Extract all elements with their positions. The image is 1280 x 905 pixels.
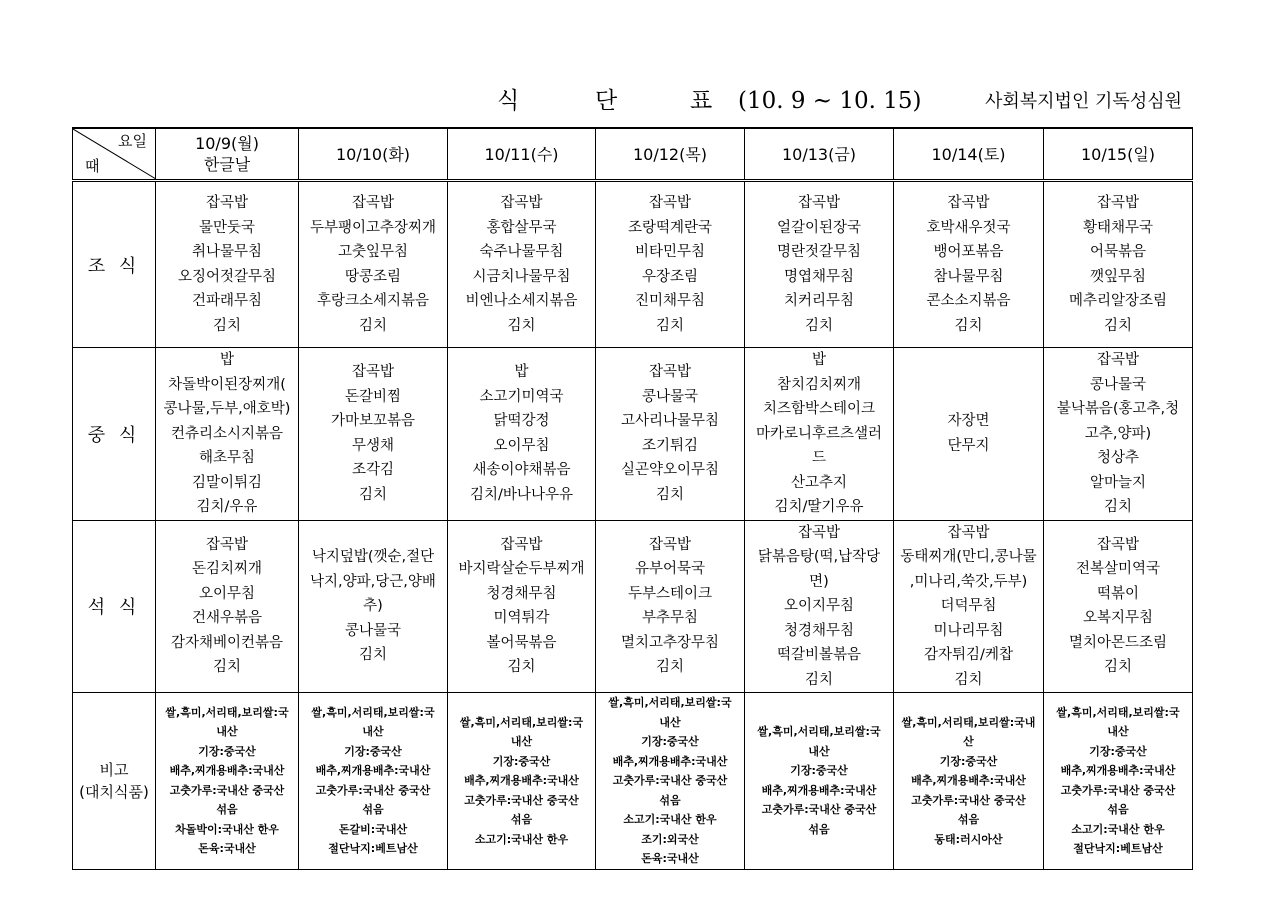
notes-item: 배추,찌개용배추:국내산	[761, 783, 877, 797]
corner-cell	[73, 128, 156, 181]
notes-item: 돈육:국내산	[198, 842, 256, 856]
menu-item: 떡볶이	[1096, 585, 1140, 602]
menu-item: 명란젓갈무침	[776, 244, 862, 260]
menu-item: 잡곡밥	[797, 195, 841, 211]
menu-item: 두부팽이고추장찌개	[309, 219, 437, 236]
notes-cell	[448, 693, 596, 870]
notes-item: 조기:외국산	[641, 832, 699, 846]
menu-item: 물만둣국	[198, 219, 256, 236]
menu-item: 밥	[219, 352, 234, 368]
menu-cell	[894, 348, 1044, 521]
menu-item: 비엔나소세지볶음	[465, 293, 578, 309]
notes-item: 차돌박이:국내산 한우	[175, 822, 279, 836]
menu-item: 부추무침	[641, 610, 699, 627]
menu-list	[745, 521, 893, 693]
menu-cell	[299, 181, 448, 348]
menu-item: 김치	[655, 659, 684, 676]
menu-item: 실곤약오이무침	[620, 462, 720, 479]
menu-item: 후랑크소세지볶음	[316, 293, 430, 309]
menu-cell	[894, 181, 1044, 348]
menu-cell	[448, 181, 596, 348]
corner-label-day: 요일	[118, 132, 147, 150]
menu-item: 콩나물국	[1089, 376, 1147, 393]
notes-item: 고춧가루:국내산 중국산	[315, 783, 431, 797]
menu-cell	[596, 348, 745, 521]
menu-item: 어묵볶음	[1089, 244, 1147, 260]
menu-item: 조기튀김	[641, 437, 699, 454]
notes-item: 산	[963, 735, 974, 748]
day-header	[1044, 128, 1193, 181]
menu-item: 잡곡밥	[205, 536, 249, 553]
day-date: 10/9(월)	[195, 134, 259, 153]
menu-item: 취나물무침	[191, 244, 263, 260]
menu-list	[448, 191, 595, 338]
menu-item: 추)	[363, 598, 383, 614]
notes-item: 배추,찌개용배추:국내산	[315, 764, 431, 778]
menu-item: 청경채무침	[486, 585, 557, 602]
menu-item: 치즈함박스테이크	[762, 401, 876, 417]
menu-item: 뱅어포볶음	[933, 244, 1004, 260]
menu-item: 콘소소지볶음	[926, 293, 1011, 309]
menu-item: 김치	[1103, 317, 1132, 334]
menu-item: 잡곡밥	[1096, 195, 1140, 211]
day-date: 10/14(토)	[931, 144, 1006, 164]
menu-cell	[156, 520, 299, 693]
menu-item: 차돌박이된장찌개(	[168, 376, 286, 393]
title-char-1: 식	[497, 88, 520, 114]
menu-item: 잡곡밥	[1096, 352, 1140, 368]
notes-item: 섞음	[808, 822, 830, 836]
notes-item: 내산	[659, 715, 681, 729]
notes-item: 내산	[362, 725, 384, 739]
notes-item: 섞음	[216, 803, 238, 817]
menu-item: 단무지	[947, 437, 990, 454]
notes-list	[745, 722, 893, 839]
day-date: 10/13(금)	[781, 144, 857, 164]
menu-item: 동태찌개(만디,콩나물	[900, 549, 1037, 565]
menu-cell	[894, 520, 1044, 693]
menu-list	[299, 360, 447, 507]
notes-list	[156, 703, 298, 859]
notes-item: 돈육:국내산	[641, 852, 699, 865]
menu-item: 조랑떡계란국	[627, 219, 713, 236]
notes-label-line1: 비고	[99, 760, 129, 779]
menu-list	[596, 533, 744, 680]
notes-item: 고춧가루:국내산 중국산	[911, 793, 1026, 807]
notes-item: 쌀,흑미,서리태,보리쌀:국	[165, 705, 289, 719]
menu-list	[299, 191, 447, 338]
menu-item: 오이지무침	[783, 598, 855, 614]
menu-item: 김치	[1103, 499, 1132, 515]
menu-list	[1044, 533, 1192, 680]
menu-item: 소고기미역국	[479, 388, 564, 405]
menu-item: 홍합살무국	[486, 219, 557, 236]
menu-item: 명엽채무침	[783, 268, 855, 285]
menu-cell	[448, 520, 596, 693]
menu-cell	[448, 348, 596, 521]
menu-item: 오이무침	[493, 437, 550, 454]
menu-item: 청경채무침	[783, 622, 855, 639]
menu-item: 김말이튀김	[191, 474, 263, 491]
notes-item: 내산	[510, 735, 533, 748]
menu-item: 잡곡밥	[351, 364, 395, 381]
menu-cell	[1044, 348, 1193, 521]
menu-item: 김치/바나나우유	[470, 486, 573, 503]
notes-item: 절단낙지:베트남산	[328, 842, 418, 856]
menu-item: 오복지무침	[1082, 610, 1154, 627]
menu-item: 참치김치찌개	[776, 376, 862, 393]
menu-item: 깻잎무침	[1089, 268, 1147, 285]
menu-item: 오징어젓갈무침	[177, 268, 277, 285]
menu-list	[596, 191, 744, 338]
menu-item: 김치	[212, 659, 241, 676]
menu-cell	[156, 348, 299, 521]
menu-item: 콩나물,두부,애호박)	[163, 401, 291, 417]
menu-item: 건파래무침	[191, 293, 263, 309]
corner-label-meal: 때	[85, 157, 100, 175]
notes-list	[1044, 703, 1192, 859]
menu-item: 청상추	[1096, 450, 1140, 466]
notes-item: 기장:중국산	[641, 735, 699, 748]
menu-list	[448, 360, 595, 507]
meal-label-dinner: 석 식	[73, 520, 156, 693]
menu-list	[448, 533, 595, 680]
menu-item: 고사리나물무침	[620, 413, 720, 430]
day-note: 한글날	[203, 155, 251, 174]
notes-label-line2: (대치식품)	[79, 782, 149, 801]
title-char-3: 표	[690, 88, 713, 114]
notes-item: 쌀,흑미,서리태,보리쌀:국	[1056, 705, 1180, 719]
menu-cell	[299, 348, 448, 521]
menu-item: 시금치나물무침	[472, 268, 571, 285]
notes-item: 고춧가루:국내산 중국산	[1060, 783, 1176, 797]
menu-list	[894, 521, 1043, 693]
menu-item: 조각김	[351, 462, 395, 479]
menu-item: 김치	[655, 486, 684, 503]
day-header	[156, 128, 299, 181]
menu-item: 김치	[1103, 659, 1132, 676]
notes-item: 쌀,흑미,서리태,보리쌀:국	[311, 705, 435, 719]
menu-item: 비타민무침	[634, 244, 706, 260]
notes-item: 동태:러시아산	[934, 832, 1003, 846]
menu-item: 가마보꼬볶음	[330, 413, 416, 430]
notes-item: 쌀,흑미,서리태,보리쌀:국	[608, 696, 732, 709]
notes-list	[596, 693, 744, 869]
organization-name: 사회복지법인 기독성심원	[985, 91, 1182, 112]
notes-cell	[894, 693, 1044, 870]
notes-item: 소고기:국내산 한우	[623, 813, 717, 826]
menu-item: 잡곡밥	[1096, 536, 1140, 553]
menu-item: 황태채무국	[1082, 219, 1154, 236]
lunch-row	[73, 348, 1193, 521]
notes-item: 배추,찌개용배추:국내산	[911, 774, 1026, 787]
menu-cell	[156, 181, 299, 348]
menu-list	[1044, 348, 1192, 520]
notes-item: 섞음	[957, 813, 980, 826]
menu-list	[156, 533, 298, 680]
menu-item: 김치	[804, 671, 833, 688]
notes-item: 기장:중국산	[790, 764, 848, 778]
notes-item: 배추,찌개용배추:국내산	[612, 754, 728, 768]
notes-cell	[156, 693, 299, 870]
notes-item: 섞음	[362, 803, 384, 817]
notes-item: 쌀,흑미,서리태,보리쌀:국	[757, 725, 881, 739]
menu-item: 잡곡밥	[351, 195, 395, 211]
notes-item: 내산	[808, 744, 830, 758]
menu-item: 호박새우젓국	[926, 219, 1011, 236]
meal-label-breakfast: 조 식	[73, 181, 156, 348]
menu-item: 미역튀각	[493, 610, 550, 627]
menu-cell	[299, 520, 448, 693]
header-row	[73, 128, 1193, 181]
menu-item: 오이무침	[198, 585, 256, 602]
menu-item: 메추리알장조림	[1068, 293, 1168, 309]
menu-list	[596, 360, 744, 507]
menu-list	[1044, 191, 1192, 338]
menu-item: 떡갈비볼볶음	[776, 647, 862, 663]
menu-item: 콩나물국	[344, 622, 402, 639]
notes-item: 기장:중국산	[939, 754, 998, 768]
notes-cell	[299, 693, 448, 870]
menu-item: 잡곡밥	[205, 195, 249, 211]
notes-item: 기장:중국산	[344, 744, 402, 758]
menu-item: 밥	[811, 352, 826, 368]
menu-item: 김치	[507, 317, 536, 334]
menu-item: 땅콩조림	[344, 268, 402, 285]
menu-cell	[1044, 181, 1193, 348]
menu-item: 김치	[212, 317, 241, 334]
menu-item: 우장조림	[641, 268, 699, 285]
menu-cell	[745, 181, 894, 348]
menu-list	[894, 191, 1043, 338]
notes-item: 섞음	[510, 813, 533, 826]
notes-item: 고춧가루:국내산 중국산	[612, 774, 728, 787]
dinner-row	[73, 520, 1193, 693]
menu-item: 잡곡밥	[648, 364, 692, 381]
menu-item: 얼갈이된장국	[776, 219, 862, 236]
day-date: 10/15(일)	[1080, 144, 1156, 164]
menu-item: 잡곡밥	[947, 195, 990, 211]
notes-item: 배추,찌개용배추:국내산	[464, 774, 579, 787]
menu-item: 자장면	[947, 413, 990, 430]
menu-list	[156, 191, 298, 338]
notes-item: 내산	[1107, 725, 1129, 739]
menu-item: 건새우볶음	[191, 610, 263, 627]
menu-item: 숙주나물무침	[479, 244, 564, 260]
menu-cell	[745, 520, 894, 693]
menu-item: 김치	[655, 317, 684, 334]
menu-item: 컨츄리소시지볶음	[170, 425, 284, 442]
menu-item: 잡곡밥	[947, 524, 990, 541]
menu-cell	[596, 520, 745, 693]
menu-item: 멸치고추장무침	[620, 634, 720, 651]
menu-item: 밥	[514, 364, 529, 381]
menu-item: 볼어묵볶음	[486, 634, 557, 651]
menu-item: ,미나리,쑥갓,두부)	[909, 573, 1028, 590]
day-date: 10/12(목)	[632, 144, 708, 164]
notes-cell	[745, 693, 894, 870]
meal-plan-table	[72, 127, 1193, 870]
title-char-2: 단	[595, 88, 618, 114]
notes-item: 배추,찌개용배추:국내산	[1060, 764, 1176, 778]
menu-item: 두부스테이크	[627, 585, 713, 602]
notes-list	[894, 713, 1043, 850]
menu-item: 유부어묵국	[634, 561, 706, 578]
menu-item: 잡곡밥	[797, 524, 841, 541]
menu-item: 김치	[954, 317, 983, 334]
notes-item: 절단낙지:베트남산	[1073, 842, 1163, 856]
menu-list	[894, 409, 1043, 458]
day-header	[596, 128, 745, 181]
menu-item: 알마늘지	[1089, 474, 1147, 491]
menu-cell	[1044, 520, 1193, 693]
menu-list	[745, 348, 893, 520]
menu-item: 콩나물국	[641, 388, 699, 405]
notes-list	[448, 713, 595, 850]
menu-item: 낙지덮밥(깻순,절단	[311, 549, 435, 565]
menu-item: 고추,양파)	[1084, 425, 1152, 442]
notes-item: 섞음	[1107, 803, 1129, 817]
menu-item: 해초무침	[198, 450, 256, 466]
notes-label	[73, 693, 156, 870]
menu-item: 진미채무침	[634, 293, 706, 309]
menu-item: 치커리무침	[783, 293, 855, 309]
menu-item: 김치/우유	[196, 499, 258, 515]
menu-item: 바지락살순두부찌개	[458, 561, 585, 578]
menu-item: 멸치아몬드조림	[1068, 634, 1168, 651]
notes-cell	[1044, 693, 1193, 870]
notes-item: 쌀,흑미,서리태,보리쌀:국내	[901, 715, 1036, 729]
menu-item: 김치	[507, 659, 536, 676]
notes-item: 고춧가루:국내산 중국산	[169, 783, 285, 797]
menu-item: 김치	[804, 317, 833, 334]
meal-label-lunch: 중 식	[73, 348, 156, 521]
menu-item: 무생채	[351, 437, 395, 454]
notes-item: 돈갈비:국내산	[338, 822, 408, 836]
menu-item: 돈갈비찜	[344, 388, 402, 405]
day-date: 10/11(수)	[484, 144, 559, 164]
notes-item: 소고기:국내산 한우	[474, 832, 569, 846]
title-period: (10. 9 ~ 10. 15)	[738, 88, 922, 114]
menu-item: 닭볶음탕(떡,납작당	[757, 549, 881, 565]
notes-item: 고춧가루:국내산 중국산	[761, 803, 877, 817]
day-header	[448, 128, 596, 181]
menu-item: 면)	[809, 573, 829, 590]
notes-row	[73, 693, 1193, 870]
menu-cell	[596, 181, 745, 348]
notes-item: 소고기:국내산 한우	[1071, 822, 1165, 836]
menu-list	[156, 348, 298, 520]
menu-item: 미나리무침	[933, 622, 1004, 639]
notes-cell	[596, 693, 745, 870]
menu-item: 더덕무침	[940, 598, 997, 614]
notes-item: 쌀,흑미,서리태,보리쌀:국	[459, 715, 584, 729]
menu-item: 드	[811, 450, 826, 466]
day-date: 10/10(화)	[335, 144, 411, 164]
menu-list	[745, 191, 893, 338]
menu-cell	[745, 348, 894, 521]
menu-item: 잡곡밥	[648, 195, 692, 211]
menu-item: 잡곡밥	[648, 536, 692, 553]
notes-item: 기장:중국산	[492, 754, 551, 768]
menu-item: 감자튀김/케찹	[924, 647, 1013, 663]
menu-item: 돈김치찌개	[191, 561, 263, 578]
notes-item: 고춧가루:국내산 중국산	[464, 793, 579, 807]
day-header	[299, 128, 448, 181]
menu-item: 마카로니후르츠샐러	[755, 425, 883, 442]
menu-item: 낙지,양파,당근,양배	[310, 573, 436, 590]
menu-item: 불낙볶음(홍고추,청	[1056, 401, 1180, 417]
day-header	[894, 128, 1044, 181]
menu-item: 김치	[358, 317, 387, 334]
menu-item: 새송이야채볶음	[472, 462, 571, 479]
menu-item: 김치	[954, 671, 983, 688]
menu-item: 감자채베이컨볶음	[170, 634, 284, 651]
menu-item: 고춧잎무침	[337, 244, 409, 260]
menu-item: 닭떡강정	[493, 413, 550, 430]
title-row	[0, 84, 1280, 120]
menu-item: 김치	[358, 647, 387, 663]
breakfast-row	[73, 181, 1193, 348]
menu-item: 산고추지	[790, 474, 848, 491]
menu-item: 김치/딸기우유	[774, 499, 864, 515]
menu-item: 잡곡밥	[500, 195, 543, 211]
notes-list	[299, 703, 447, 859]
notes-item: 기장:중국산	[1089, 744, 1147, 758]
notes-item: 기장:중국산	[198, 744, 256, 758]
notes-item: 배추,찌개용배추:국내산	[169, 764, 285, 778]
menu-item: 김치	[358, 486, 387, 503]
notes-item: 섞음	[659, 793, 681, 807]
menu-item: 참나물무침	[933, 268, 1004, 285]
menu-item: 전복살미역국	[1075, 561, 1161, 578]
menu-list	[299, 545, 447, 668]
notes-item: 내산	[216, 725, 238, 739]
menu-item: 잡곡밥	[500, 536, 543, 553]
day-header	[745, 128, 894, 181]
